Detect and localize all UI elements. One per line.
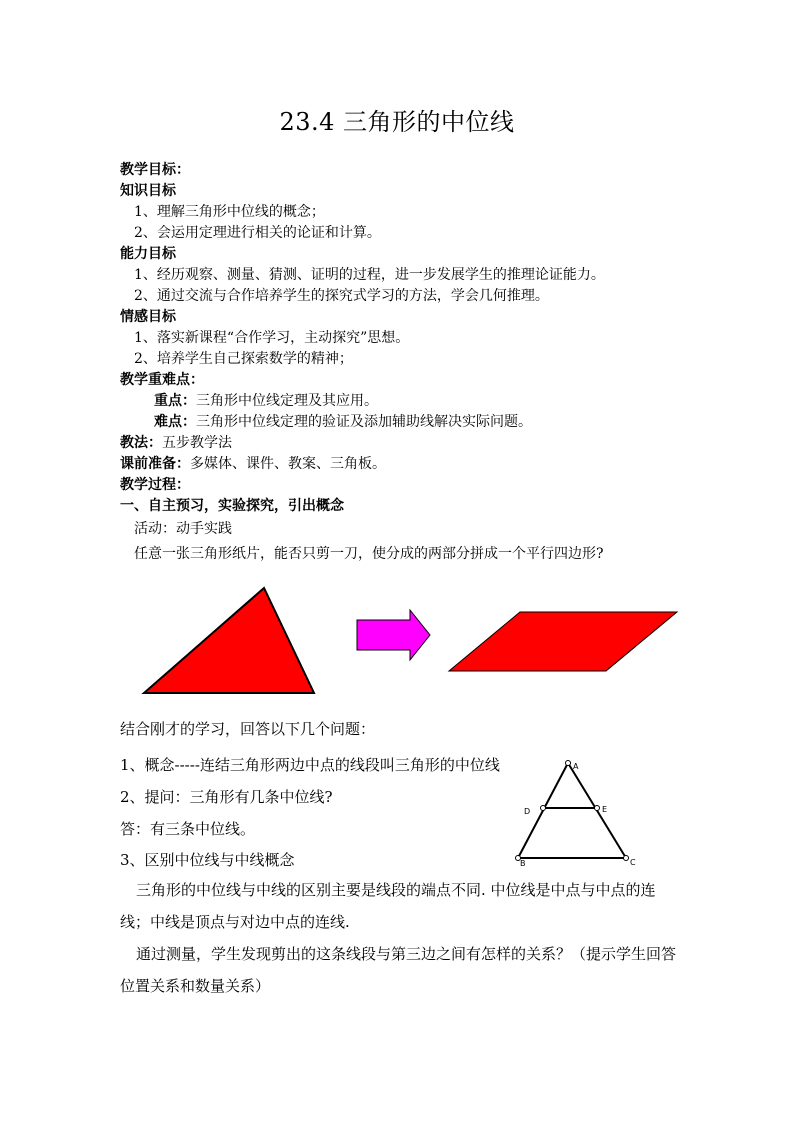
point-e: [595, 806, 600, 811]
prep-line: [120, 454, 700, 475]
answer-line: 答：有三条中位线。: [120, 820, 256, 838]
goals-heading: 教学目标：: [120, 162, 190, 178]
point-d: [541, 806, 546, 811]
prep-label: 课前准备：: [120, 456, 190, 472]
midline-svg: [510, 758, 650, 870]
ask-line: 2、提问：三角形有几条中位线?: [120, 788, 333, 806]
label-e: E: [602, 805, 608, 814]
knowledge-item: 2、会运用定理进行相关的论证和计算。: [134, 225, 381, 241]
knowledge-heading: 知识目标: [120, 183, 176, 199]
key-text: 三角形中位线定理及其应用。: [196, 393, 378, 409]
intro-line: 结合刚才的学习，回答以下几个问题：: [120, 720, 376, 738]
prep-text: 多媒体、课件、教案、三角板。: [190, 456, 386, 472]
knowledge-item: 1、理解三角形中位线的概念；: [134, 204, 325, 220]
ability-heading: 能力目标: [120, 246, 176, 262]
method-label: 教法：: [120, 435, 162, 451]
point-c: [624, 856, 629, 861]
red-triangle: [144, 588, 314, 693]
question-line: 任意一张三角形纸片，能否只剪一刀，使分成的两部分拼成一个平行四边形?: [134, 546, 604, 562]
cut-triangle-figure: [130, 578, 690, 703]
midline-diagram: [510, 758, 650, 874]
measure-paragraph: 通过测量，学生发现剪出的这条线段与第三边之间有怎样的关系？（提示学生回答位置关系和数量关系）: [120, 945, 677, 995]
section1-heading: 一、自主预习，实验探究，引出概念: [120, 498, 344, 514]
label-a: A: [573, 762, 579, 771]
page-title: 23.4 三角形的中位线: [279, 108, 515, 136]
red-parallelogram: [449, 612, 677, 671]
difficult-point: [120, 412, 700, 433]
ability-item: 1、经历观察、测量、猜测、证明的过程，进一步发展学生的推理论证能力。: [134, 267, 605, 283]
label-d: D: [524, 807, 531, 816]
key-label: 重点：: [154, 393, 196, 409]
point-a: [566, 761, 571, 766]
key-point: [120, 391, 700, 412]
difficult-text: 三角形中位线定理的验证及添加辅助线解决实际问题。: [196, 414, 532, 430]
keypoints-heading: 教学重难点：: [120, 372, 204, 388]
label-b: B: [520, 859, 526, 868]
difference-line: 3、区别中位线与中线概念: [120, 851, 295, 869]
figure-svg: [130, 578, 690, 703]
emotion-item: 1、落实新课程“合作学习，主动探究”思想。: [134, 330, 410, 346]
goals-section: [120, 160, 700, 567]
difficult-label: 难点：: [154, 414, 196, 430]
method-line: [120, 433, 700, 454]
ability-item: 2、通过交流与合作培养学生的探究式学习的方法，学会几何推理。: [134, 288, 549, 304]
emotion-item: 2、培养学生自己探索数学的精神；: [134, 351, 353, 367]
concept-line: 1、概念-----连结三角形两边中点的线段叫三角形的中位线: [120, 756, 500, 774]
emotion-heading: 情感目标: [120, 309, 176, 325]
difference-paragraph: 三角形的中位线与中线的区别主要是线段的端点不同. 中位线是中点与中点的连线；中线是顶点与对边中点的连线.: [120, 881, 656, 931]
activity-line: 活动：动手实践: [134, 521, 232, 537]
right-arrow-icon: [357, 610, 430, 660]
method-text: 五步教学法: [162, 435, 232, 451]
process-heading: 教学过程：: [120, 477, 190, 493]
label-c: C: [630, 858, 636, 867]
